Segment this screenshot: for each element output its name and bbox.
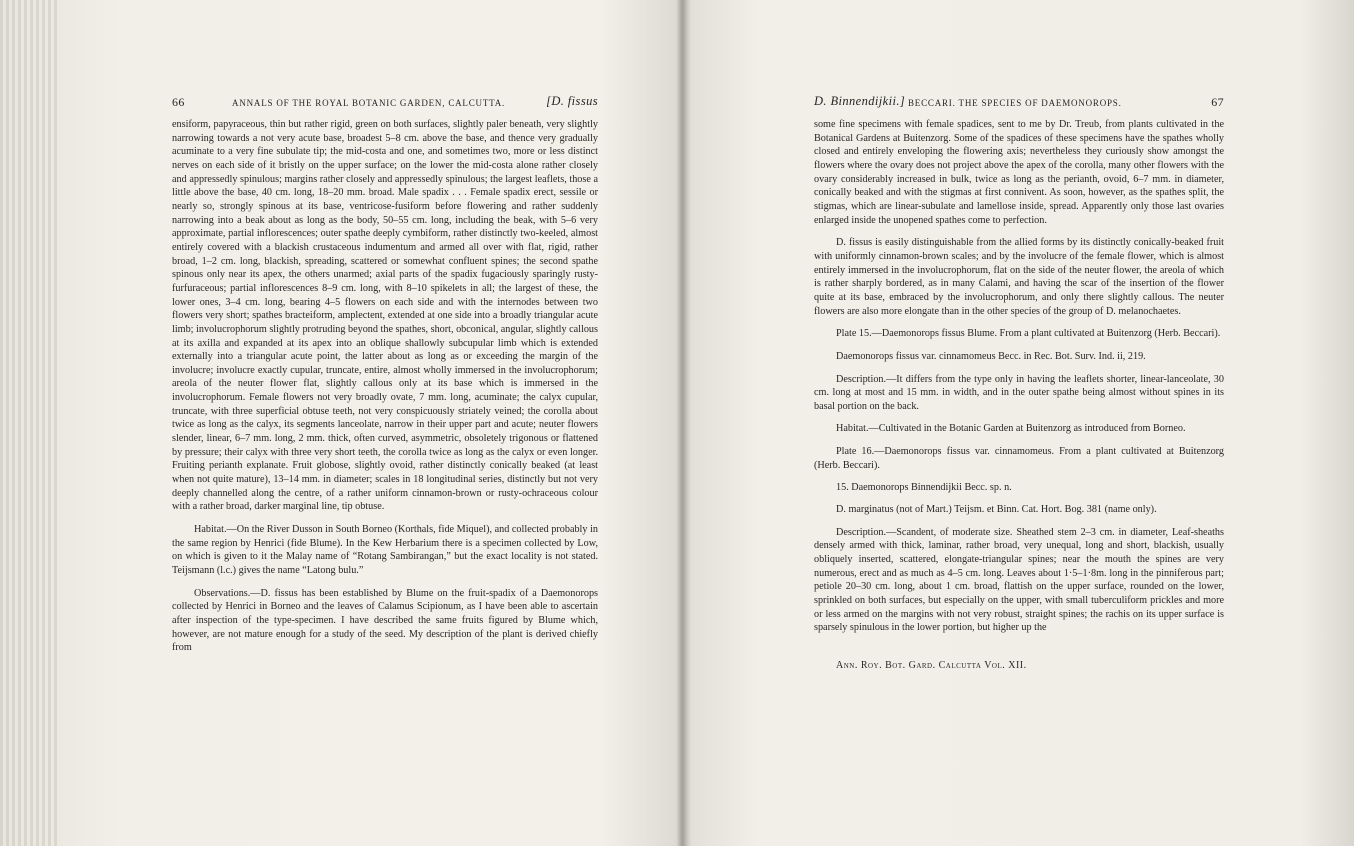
right-paragraph-1: some fine specimens with female spadices, sent to me by Dr. Treub, from plants cultivated in the Botanical Gardens at Buitenzorg. Some of the spadices of these specimens have the spathes wholly closed and entirely enveloping the flowering axis; nevertheless they curiously show amongst the flowers where the ovary does not project above the apex of the corolla, many other flowers with the ovary considerably increased in bulk, twice as long as the perianth, ovoid, 6–7 mm. in diameter, conically beaked and with the stigmas at first connivent. As soon, however, as the spathes split, the stigmas, which are linear-subulate and lamellose inside, spread. Apparently only those last ovaries enlarged inside the unopened spathes come to perfection. bbox=[814, 119, 1224, 226]
right-running-tag: D. Binnendijkii.] bbox=[814, 94, 906, 108]
right-page-number: 67 bbox=[1211, 95, 1224, 109]
left-running-header bbox=[172, 96, 598, 110]
book-gutter bbox=[676, 0, 690, 846]
left-page bbox=[172, 96, 598, 655]
variety-heading: Daemonorops fissus var. cinnamomeus Becc. in Rec. Bot. Surv. Ind. ii, 219. bbox=[836, 350, 1146, 362]
left-paragraph-1: ensiform, papyraceous, thin but rather rigid, green on both surfaces, slightly paler beneath, very slightly narrowing towards a not very acute base, broadest 5–8 cm. above the base, and thence very gradually acuminate to a very fine subulate tip; the mid-costa and one, and sometimes two, more or less distinct nerves on each side of it bristly on the upper surface; on the lower the mid-costa alone rather closely and appressedly spinulous; margins rather closely and appressedly spinulous; the largest leaflets, those a little above the base, 40 cm. long, 18–20 mm. broad. Male spadix . . . Female spadix erect, sessile or nearly so, strongly spinous at its base, ventricose-fusiform before flowering and rather suddenly narrowing into a beak about as long as the body, 50–55 cm. long, including the beak, with 5–6 very approximate, partial inflorescences; outer spathe deeply cymbiform, rather distinctly two-keeled, almost entirely covered with a blackish crustaceous indumentum and armed all over with flat, rigid, rather broad, 1–2 cm. long, blackish, spreading, scattered or somewhat confluent spines; the second spathe spinous only near its apex, the others unarmed; axial parts of the spadix fugaciously sparingly rusty-furfuraceous; partial inflorescences 8–9 cm. long, with 8–10 spikelets in all; the largest of these, the lower ones, 3–4 cm. long, bearing 4–5 flowers on each side and with the internodes between two flowers very short; spathes bracteiform, amplectent, extended at one side into a broadly triangular acute limb; involucrophorum slightly protruding beyond the spathes, short, obconical, angular, slightly callous at its axilla and expanded at its apex into an oblique shallowly subcupular limb which is extended externally into a triangular acute point, the latter about as long as or exceeding the margin of the involucre; involucre exactly cupular, truncate, entire, almost wholly immersed in the involucrophorum; areola of the neuter flower flat, slightly callous only at its base which is immersed in the involucrophorum. Female flowers not very broadly ovate, 7 mm. long, acuminate; the calyx cupular, truncate, with three superficial obtuse teeth, not very conspicuously striately veined; the corolla about twice as long as the calyx, its segments lanceolate, narrow in their upper part and acute; neuter flowers slender, linear, 6–7 mm. long, 2 mm. thick, often curved, asymmetric, obsoletely trigonous or flattened by pressure; their calyx with three very short teeth, the corolla twice as long as the calyx or even longer. Fruiting perianth explanate. Fruit globose, slightly ovoid, rather distinctly conically beaked (at least when not quite mature), 13–14 mm. in diameter; scales in 18 longitudinal series, distinctly but not very deeply channelled along the centre, of a rather uniform cinnamon-brown or rusty-ochraceous colour with a rather broad, darker marginal line, tip obtuse. bbox=[172, 119, 598, 513]
variety-habitat: Habitat.—Cultivated in the Botanic Garden at Buitenzorg as introduced from Borneo. bbox=[836, 423, 1186, 435]
right-page-body bbox=[814, 118, 1224, 673]
right-page bbox=[814, 96, 1224, 673]
right-paragraph-comparison: D. fissus is easily distinguishable from the allied forms by its distinctly conically-beaked fruit with uniformly cinnamon-brown scales; and by the involucre of the female flower, which is almost entirely immersed in the involucrophorum, flat on the side of the neuter flower, the areola of which is rather sharply bordered, as in many Calami, and having the scar of the insertion of the flower quite at its base, embraced by the involucrophorum, and only there slightly callous. The neuter flowers are also more elongate than in the other species of the group of D. melanochaetes. bbox=[814, 237, 1224, 317]
left-paragraph-habitat: Habitat.—On the River Dusson in South Borneo (Korthals, fide Miquel), and collected probably in the same region by Henrici (fide Blume). In the Kew Herbarium there is a specimen collected by Low, on which is given to it the Malay name of “Rotang Sambirangan,” but the exact locality is not stated. Teijsmann (l.c.) gives the name “Latong bulu.” bbox=[172, 524, 598, 576]
plate-16-caption: Plate 16.—Daemonorops fissus var. cinnamomeus. From a plant cultivated at Buitenzorg (Herb. Beccari). bbox=[814, 446, 1224, 471]
species-15-heading: 15. Daemonorops Binnendijkii Becc. sp. n. bbox=[836, 482, 1012, 494]
right-running-header bbox=[814, 96, 1224, 110]
left-paragraph-observations: Observations.—D. fissus has been established by Blume on the fruit-spadix of a Daemonorops collected by Henrici in Borneo and the leaves of Calamus Scipionum, as I have been able to ascertain after inspection of the type-specimen. I have described the same fruits figured by Blume which, however, are not mature enough for a study of the seed. My description of the plant is derived chiefly from bbox=[172, 587, 598, 654]
left-running-title: ANNALS OF THE ROYAL BOTANIC GARDEN, CALCUTTA. bbox=[232, 98, 506, 108]
variety-description: Description.—It differs from the type only in having the leaflets shorter, linear-lanceolate, 30 cm. long at most and 15 mm. in width, and in the outer spathe being almost without spines in its basal portion on the back. bbox=[814, 373, 1224, 412]
left-page-number: 66 bbox=[172, 95, 185, 109]
page-footer-signature: Ann. Roy. Bot. Gard. Calcutta Vol. XII. bbox=[836, 660, 1027, 671]
species-15-description: Description.—Scandent, of moderate size. Sheathed stem 2–3 cm. in diameter, Leaf-sheaths densely armed with thick, laminar, rather broad, very unequal, long and short, blackish, usually obliquely inserted, scattered, elongate-triangular spines; near the mouth the spines are very numerous, erect and as much as 4–5 cm. long. Leaves about 1·5–1·8m. long in the pinniferous part; petiole 20–30 cm. long, about 1 cm. broad, flattish on the upper surface, rounded on the lower, sprinkled on both surfaces, but especially on the upper, with small tuberculiform prickles and more or less armed on the margins with not very robust, straight spines; the rachis on its upper surface is sparsely spinulous in the lower portion, but higher up the bbox=[814, 526, 1224, 634]
page-edges bbox=[0, 0, 60, 846]
plate-15-caption: Plate 15.—Daemonorops fissus Blume. From a plant cultivated at Buitenzorg (Herb. Beccari). bbox=[836, 328, 1221, 340]
right-running-title: BECCARI. THE SPECIES OF DAEMONOROPS. bbox=[908, 98, 1122, 108]
species-15-synonym: D. marginatus (not of Mart.) Teijsm. et Binn. Cat. Hort. Bog. 381 (name only). bbox=[836, 504, 1157, 516]
left-page-body bbox=[172, 118, 598, 655]
left-running-tag: [D. fissus bbox=[546, 94, 598, 108]
